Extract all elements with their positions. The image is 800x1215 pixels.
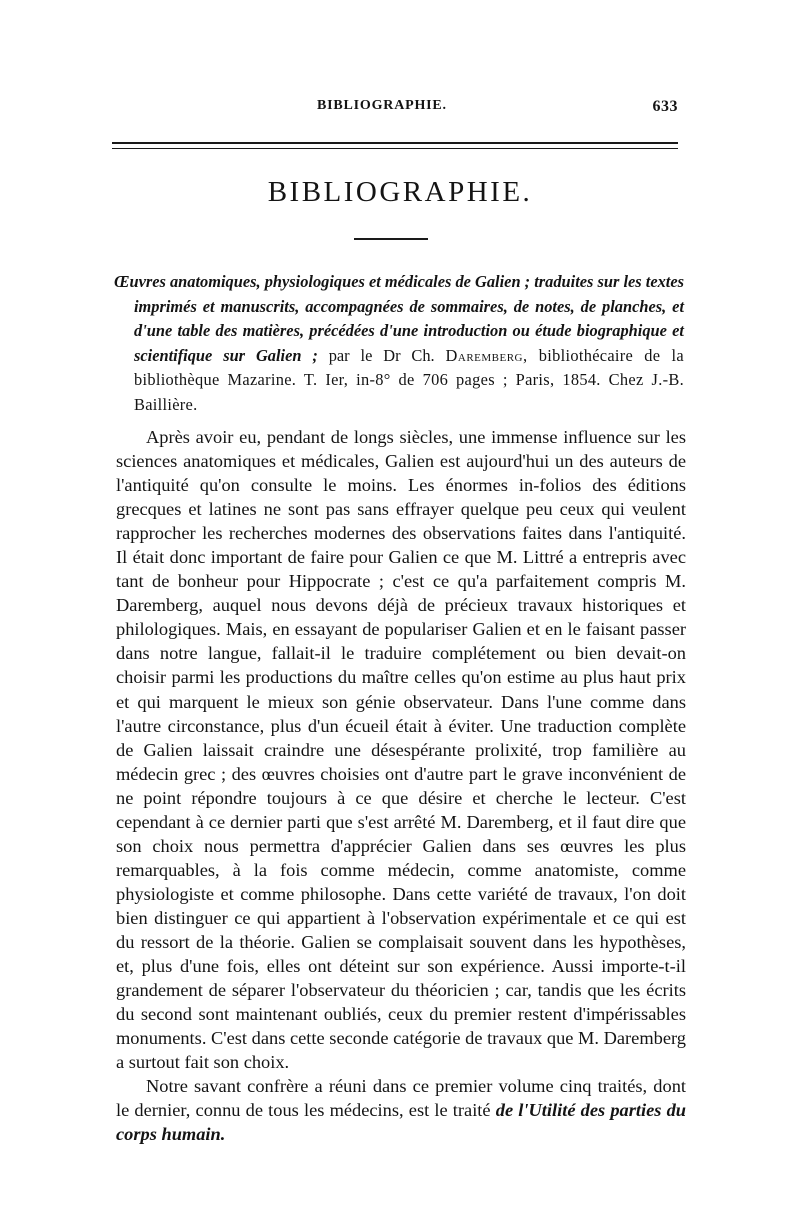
author-prefix: par le Dr Ch. (317, 345, 446, 365)
paragraph: Après avoir eu, pendant de longs siècles, une immense influence sur les sciences anatomiques et médicales, Galien est aujourd'hui un des auteurs de l'antiquité qu'on consulte le moins. Les énormes in-folios des éditions grecques et latines ne sont pas sans effrayer quelque peu ceux qui veulent rapprocher les recherches modernes des observations faites dans l'antiquité. Il était donc important de faire pour Galien ce que M. Littré a entrepris avec tant de bonheur pour Hippocrate ; c'est ce qu'a parfaitement compris M. Daremberg, auquel nous devons déjà de précieux travaux historiques et philologiques. Mais, en essayant de populariser Galien et en le faisant passer dans notre langue, fallait-il le traduire complétement ou bien devait-on choisir parmi les productions du maître celles qu'on estime au plus haut prix et qui marquent le mieux son génie observateur. Dans l'une comme dans l'autre circonstance, plus d'un écueil était à éviter. Une traduction complète de Galien laissait craindre une désespérante prolixité, trop familière au médecin grec ; des œuvres choisies ont d'autre part le grave inconvénient de ne point répondre toujours à ce que désire et cherche le lecteur. C'est cependant à ce dernier parti que s'est arrêté M. Daremberg, et il faut dire que son choix nous permettra d'apprécier Galien dans ses œuvres les plus remarquables, à la fois comme médecin, comme anatomiste, comme physiologiste et comme philosophe. Dans cette variété de travaux, l'on doit bien distinguer ce qui appartient à l'observation expérimentale et ce qui est du ressort de la théorie. Galien se complaisait souvent dans les hypothèses, et, plus d'une fois, elles ont déteint sur son expérience. Aussi importe-t-il grandement de séparer l'observateur du théoricien ; car, tandis que les écrits du second sont maintenant oubliés, ceux du premier restent d'impérissables monuments. C'est dans cette seconde catégorie de travaux que M. Daremberg a surtout fait son choix. (116, 427, 686, 1073)
bibliography-entry (114, 270, 684, 417)
review-body (116, 425, 686, 1146)
paragraph (116, 1074, 686, 1146)
italic-title: de l'Utilité des parties du corps humain. (116, 1100, 686, 1145)
author-name: Daremberg, (445, 345, 528, 365)
work-title: Œuvres anatomiques, physiologiques et médicales de Galien ; traduites sur les textes imprimés et manuscrits, accompagnées de sommaires, de notes, de planches, et d'une table des matières, précédées d'une introduction ou étude biographique et scientifique sur Galien ; (114, 272, 685, 365)
publication-details: bibliothécaire de la bibliothèque Mazarine. T. Ier, in-8° de 706 pages ; Paris, 1854. Chez J.-B. Baillière. (134, 345, 684, 414)
page-number: 633 (652, 98, 678, 115)
title-divider-rule (354, 238, 428, 240)
header-double-rule (112, 142, 678, 149)
running-head-title: BIBLIOGRAPHIE. (317, 98, 447, 113)
paragraph-text: Notre savant confrère a réuni dans ce premier volume cinq traités, dont le dernier, connu de tous les médecins, est le traité (116, 1076, 686, 1121)
section-title: BIBLIOGRAPHIE. (267, 176, 533, 208)
